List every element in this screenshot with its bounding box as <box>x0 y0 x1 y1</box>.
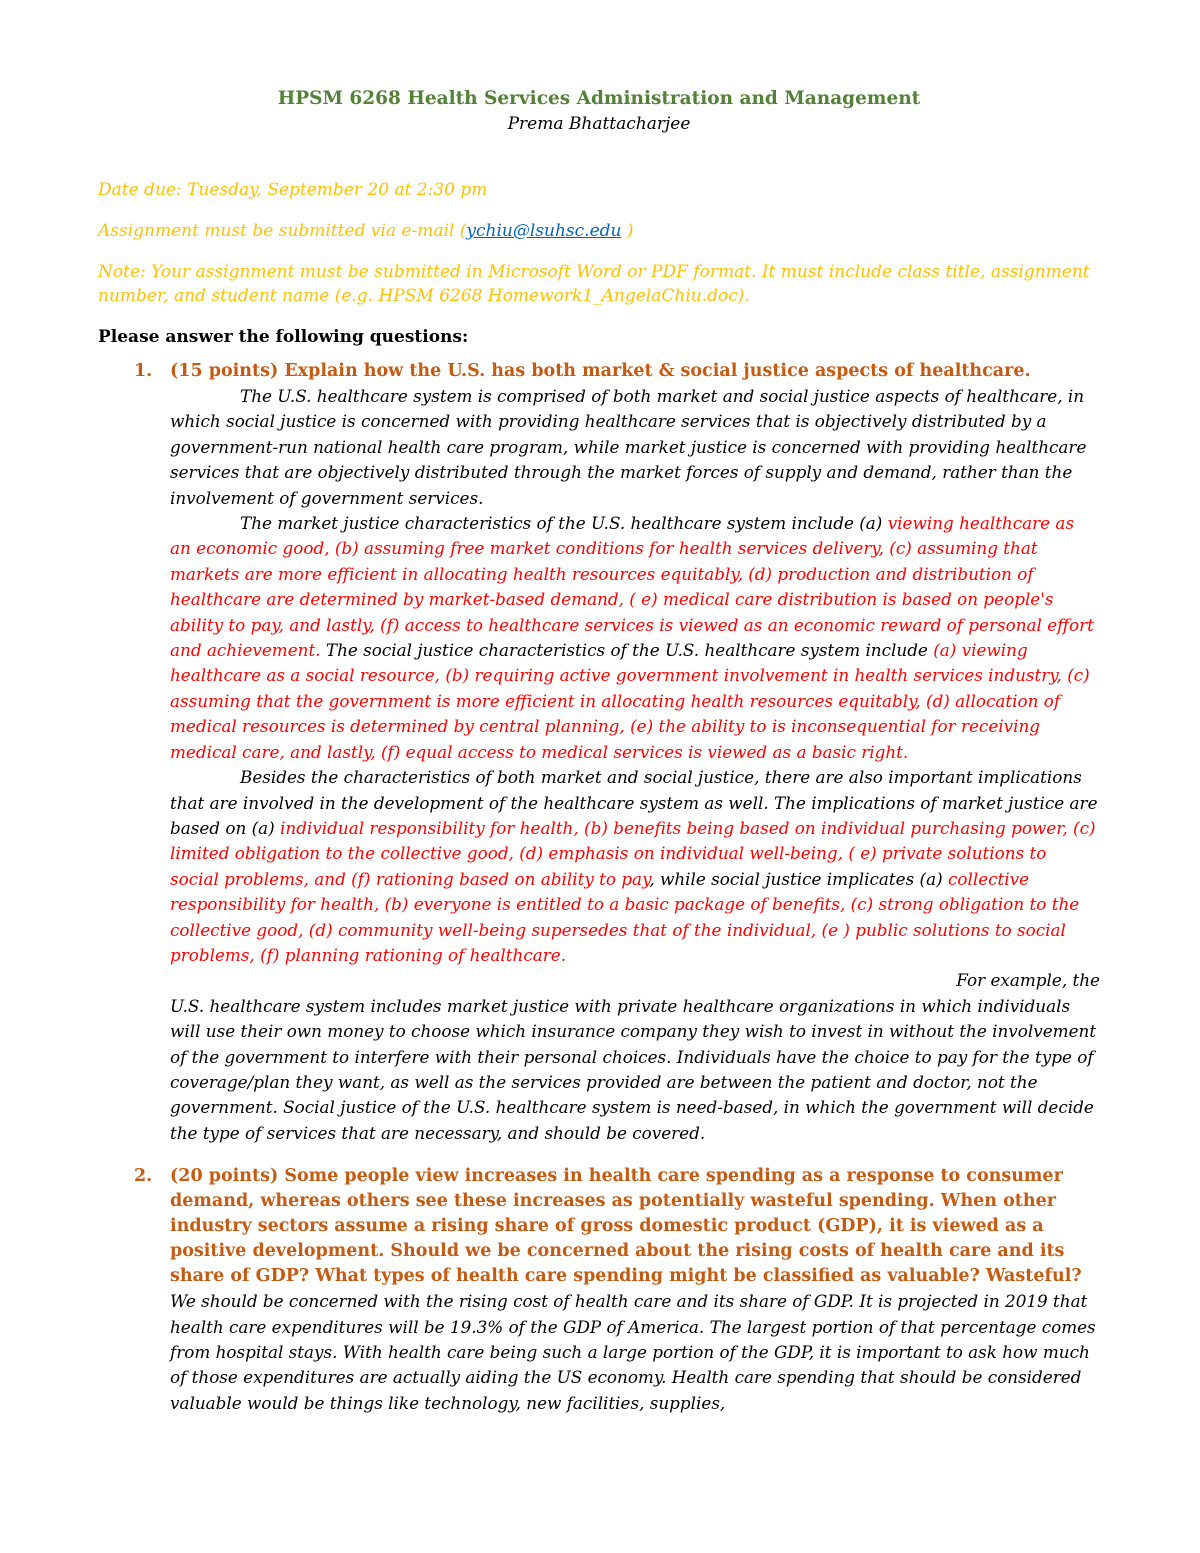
highlighted-text: viewing healthcare as an economic good, (b) assuming free market conditions for health services delivery, (c) assuming that markets are more efficient in allocating health resources equitably, (d) production and distribution of healthcare are determined by market-based demand, ( e) medical care distribution is based on people's ability to pay, and lastly, (f) access to healthcare services is viewed as an economic reward of personal effort and achievement. <box>170 513 1094 661</box>
questions-prompt: Please answer the following questions: <box>98 327 469 347</box>
questions-list <box>98 359 1100 1416</box>
question-text: (20 points) Some people view increases in health care spending as a response to consumer demand, whereas others see these increases as potentially wasteful spending. When other industry sectors assume a rising share of gross domestic product (GDP), it is viewed as a positive development. Should we be concerned about the rising costs of health care and its share of GDP? What types of health care spending might be classified as valuable? Wasteful? <box>170 1166 1082 1287</box>
highlighted-text: collective responsibility for health, (b) everyone is entitled to a basic package of benefits, (c) strong obligation to the collective good, (d) community well-being supersedes that of the individual, (e ) public solutions to social problems, (f) planning rationing of healthcare. <box>170 868 1080 965</box>
answer-text: , while social justice implicates (a) <box>649 868 948 889</box>
author-name: Prema Bhattacharjee <box>507 114 691 134</box>
submission-note <box>98 219 1100 243</box>
answer-text: The market justice characteristics of the U.S. healthcare system include (a) <box>240 513 888 534</box>
question-1 <box>98 359 1100 1146</box>
question-number: 1. <box>134 361 153 381</box>
answer-text: Besides the characteristics of both market and social justice, there are also important implications that are involved in the development of the healthcare system as well. The implications of market justice are based on (a) <box>170 767 1098 838</box>
highlighted-text: (a) viewing healthcare as a social resource, (b) requiring active government involvement in health services industry, (c) assuming that the government is more efficient in allocating health resources equitably, (d) allocation of medical resources is determined by central planning, (e) the ability to is inconsequential for receiving medical care, and lastly, (f) equal access to medical services is viewed as a basic right. <box>170 640 1090 762</box>
due-date-note: Date due: Tuesday, September 20 at 2:30 pm <box>98 180 488 200</box>
document-title: HPSM 6268 Health Services Administration and Management <box>277 88 921 109</box>
question-number: 2. <box>134 1166 153 1187</box>
answer-paragraph: We should be concerned with the rising cost of health care and its share of GDP. It is projected in 2019 that health care expenditures will be 19.3% of the GDP of America. The largest portion of that percentage comes from hospital stays. With health care being such a large portion of the GDP, it is important to ask how much of those expenditures are actually aiding the US economy. Health care spending that should be considered valuable would be things like technology, new facilities, supplies, <box>170 1291 1096 1413</box>
submission-prefix: Assignment must be submitted via e-mail ( <box>98 221 467 241</box>
answer-paragraph: The U.S. healthcare system is comprised of both market and social justice aspects of healthcare, in which social justice is concerned with providing healthcare services that is objectively distributed by a government-run national health care program, while market justice is concerned with providing healthcare services that are objectively distributed through the market forces of supply and demand, rather than the involvement of government services. <box>170 386 1087 508</box>
answer-paragraph <box>170 765 1100 968</box>
format-note: Note: Your assignment must be submitted in Microsoft Word or PDF format. It must include class title, assignment number, and student name (e.g. HPSM 6268 Homework1_AngelaChiu.doc). <box>98 262 1090 306</box>
highlighted-text: individual responsibility for health, (b) benefits being based on individual purchasing power, (c) limited obligation to the collective good, (d) emphasis on individual well-being, ( e) private solutions to social problems, and (f) rationing based on ability to pay <box>170 817 1096 889</box>
email-link[interactable]: ychiu@lsuhsc.edu <box>466 221 622 241</box>
answer-text: The social justice characteristics of the U.S. healthcare system include <box>320 640 934 661</box>
answer-paragraph <box>170 511 1100 765</box>
submission-suffix: ) <box>621 221 634 241</box>
answer-paragraph: U.S. healthcare system includes market justice with private healthcare organizations in which individuals will use their own money to choose which insurance company they wish to invest in without the involvement of the government to interfere with their personal choices. Individuals have the choice to pay for the type of coverage/plan they want, as well as the services provided are between the patient and doctor, not the government. Social justice of the U.S. healthcare system is need-based, in which the government will decide the type of services that are necessary, and should be covered. <box>170 995 1097 1143</box>
question-text: (15 points) Explain how the U.S. has both market & social justice aspects of healthcare. <box>170 361 1031 381</box>
question-2 <box>98 1164 1100 1416</box>
example-lead: For example, the <box>956 970 1100 991</box>
